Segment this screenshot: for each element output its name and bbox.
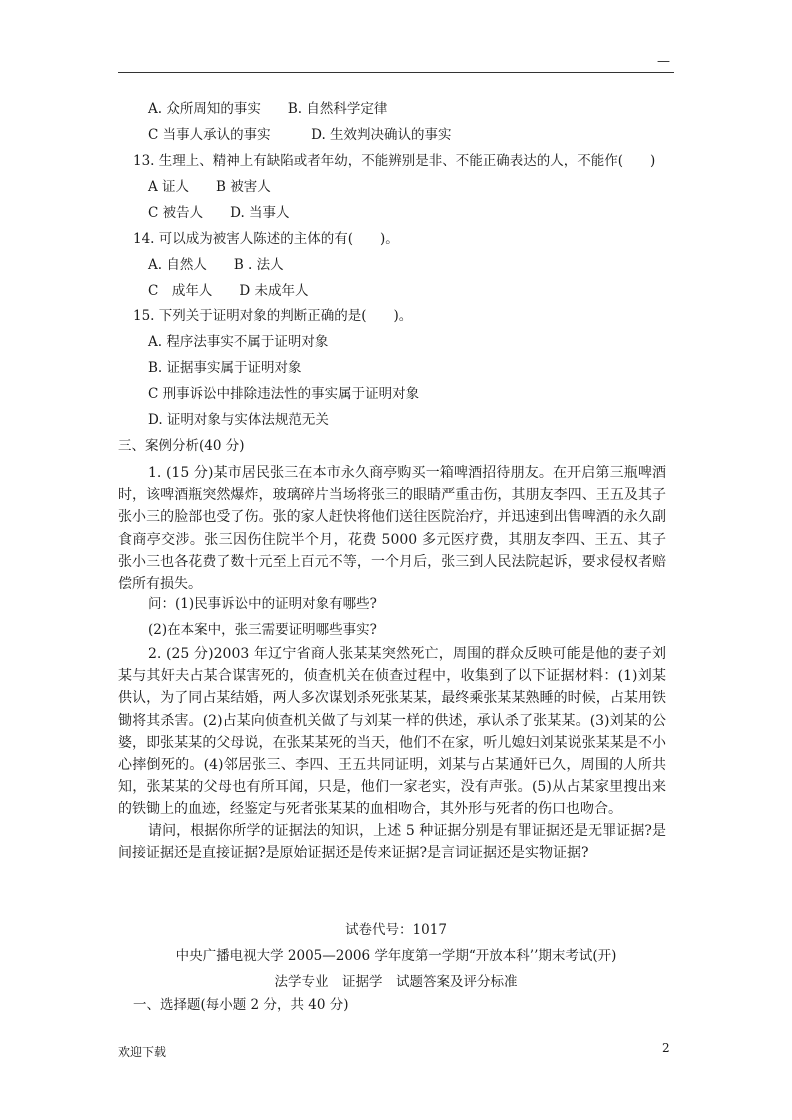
q14-options-cd: C 成年人 D 未成年人 [148,283,309,299]
q13-options-cd: C 被告人 D. 当事人 [148,205,290,221]
q15-option-c: C 刑事诉讼中排除违法性的事实属于证明对象 [148,386,420,402]
exam-subject: 法学专业 证据学 试题答案及评分标准 [274,974,518,990]
q14-options-ab: A. 自然人 B . 法人 [148,257,284,273]
section-3-title: 三、案例分析(40 分) [118,438,245,454]
footer-download: 欢迎下载 [118,1045,167,1059]
q15-option-b: B. 证据事实属于证明对象 [148,360,302,376]
case-2-question: 请问，根据你所学的证据法的知识，上述 5 种证据分别是有罪证据还是无罪证据?是间接证据还是直接证据?是原始证据还是传来证据?是言词证据还是实物证据? [118,823,666,862]
q12-options-cd: C 当事人承认的事实 D. 生效判决确认的事实 [148,127,452,143]
answer-section-1-title: 一、选择题(每小题 2 分，共 40 分) [133,997,349,1013]
exam-title: 中央广播电视大学 2005—2006 学年度第一学期“开放本科’’期末考试(开) [175,948,617,964]
page-number: 2 [662,1041,670,1055]
question-15: 15. 下列关于证明对象的判断正确的是( )。 [133,308,413,324]
question-13: 13. 生理上、精神上有缺陷或者年幼，不能辨别是非、不能正确表达的人，不能作( ) [133,153,656,169]
case-1-question-1: 问：(1)民事诉讼中的证明对象有哪些? [148,596,377,612]
header-rule [118,72,674,73]
q15-option-d: D. 证明对象与实体法规范无关 [148,412,329,428]
header-mark: — [657,54,670,69]
q12-options-ab: A. 众所周知的事实 B. 自然科学定律 [148,101,388,117]
exam-code: 试卷代号：1017 [345,922,447,938]
q15-option-a: A. 程序法事实不属于证明对象 [148,334,329,350]
case-1-question-2: (2)在本案中，张三需要证明哪些事实? [148,622,377,638]
case-2-text: 2. (25 分)2003 年辽宁省商人张某某突然死亡，周围的群众反映可能是他的妻子刘某与其奸夫占某合谋害死的，侦查机关在侦查过程中，收集到了以下证据材料：(1)刘某供认，为了同占某结婚，两人多次谋划杀死张某某，最终乘张某某熟睡的时候，占某用铁锄将其杀害。(2)占某向侦查机关做了与刘某一样的供述，承认杀了张某某。(3)刘某的公婆，即张某某的父母说，在张某某死的当天，他们不在家，听儿媳妇刘某说张某某是不小心摔倒死的。(4)邻居张三、李四、王五共同证明，刘某与占某通奸已久，周围的人所共知，张某某的父母也有所耳闻，只是，他们一家老实，没有声张。(5)从占某家里搜出来的铁锄上的血迹，经鉴定与死者张某某的血相吻合，其外形与死者的伤口也吻合。 [118,646,666,818]
q13-options-ab: A 证人 B 被害人 [148,179,271,195]
question-14: 14. 可以成为被害人陈述的主体的有( )。 [133,231,399,247]
case-1-text: 1. (15 分)某市居民张三在本市永久商亭购买一箱啤酒招待朋友。在开启第三瓶啤酒时，该啤酒瓶突然爆炸，玻璃碎片当场将张三的眼睛严重击伤，其朋友李四、王五及其子张小三的脸部也受了伤。张的家人赶快将他们送往医院治疗，并迅速到出售啤酒的永久副食商亭交涉。张三因伤住院半个月，花费 5000 多元医疗费，其朋友李四、王五、其子张小三也各花费了数十元至上百元不等，一个月后，张三到人民法院起诉，要求侵权者赔偿所有损失。 [118,465,666,593]
